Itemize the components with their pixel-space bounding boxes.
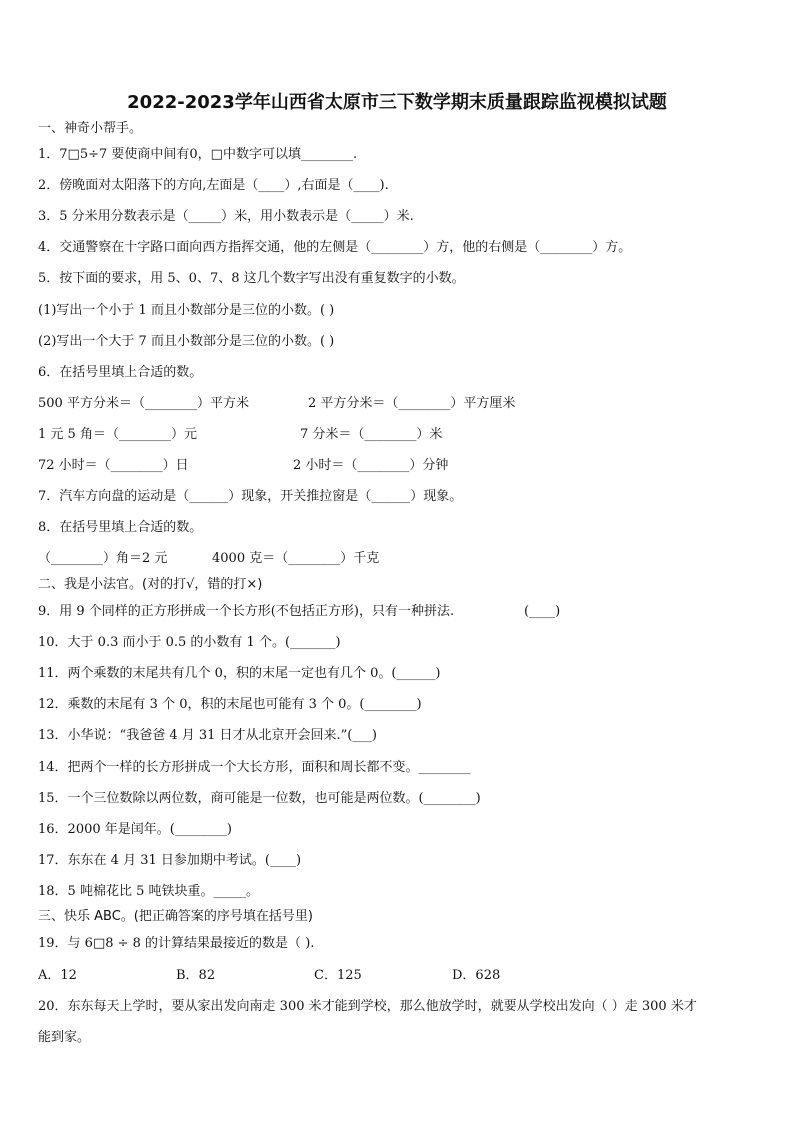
question-6-item-2: 2 平方分米＝（________）平方厘米 <box>308 396 516 411</box>
question-8-item-1: （________）角＝2 元 <box>38 551 168 566</box>
question-6-item-5: 72 小时＝（________）日 <box>38 458 189 473</box>
question-9-answer-blank: (____) <box>524 604 561 619</box>
question-19-option-c: C．125 <box>314 968 362 983</box>
question-15: 15．一个三位数除以两位数，商可能是一位数，也可能是两位数。(________) <box>38 791 481 806</box>
question-11: 11．两个乘数的末尾共有几个 0，积的末尾一定也有几个 0。(______) <box>38 666 441 681</box>
question-20-continued: 能到家。 <box>38 1030 91 1045</box>
page-title: 2022-2023学年山西省太原市三下数学期末质量跟踪监视模拟试题 <box>127 92 667 113</box>
question-12: 12．乘数的末尾有 3 个 0，积的末尾也可能有 3 个 0。(________) <box>38 697 422 712</box>
question-6-item-4: 7 分米＝（________）米 <box>300 427 443 442</box>
question-6-item-3: 1 元 5 角＝（________）元 <box>38 427 197 442</box>
question-1: 1．7□5÷7 要使商中间有0，□中数字可以填________. <box>38 147 358 162</box>
question-3: 3．5 分米用分数表示是（_____）米，用小数表示是（_____）米. <box>38 209 414 224</box>
question-9: 9．用 9 个同样的正方形拼成一个长方形(不包括正方形)，只有一种拼法. <box>38 604 455 619</box>
question-19-option-d: D．628 <box>452 968 501 983</box>
question-19-option-b: B．82 <box>176 968 216 983</box>
question-5-part-2: (2)写出一个大于 7 而且小数部分是三位的小数。( ) <box>38 334 335 349</box>
question-2: 2．傍晚面对太阳落下的方向,左面是（____）,右面是（____). <box>38 178 389 193</box>
question-6: 6．在括号里填上合适的数。 <box>38 365 203 380</box>
section-3-heading: 三、快乐 ABC。(把正确答案的序号填在括号里) <box>38 909 313 924</box>
question-6-item-1: 500 平方分米＝（________）平方米 <box>38 396 249 411</box>
question-5-part-1: (1)写出一个小于 1 而且小数部分是三位的小数。( ) <box>38 303 335 318</box>
question-16: 16．2000 年是闰年。(________) <box>38 822 232 837</box>
section-1-heading: 一、神奇小帮手。 <box>38 121 143 136</box>
question-17: 17．东东在 4 月 31 日参加期中考试。(____) <box>38 853 302 868</box>
question-19-option-a: A．12 <box>38 968 77 983</box>
question-5: 5．按下面的要求，用 5、0、7、8 这几个数字写出没有重复数字的小数。 <box>38 271 465 286</box>
question-8: 8．在括号里填上合适的数。 <box>38 520 203 535</box>
question-10: 10．大于 0.3 而小于 0.5 的小数有 1 个。(_______) <box>38 635 341 650</box>
question-18: 18．5 吨棉花比 5 吨铁块重。_____。 <box>38 884 259 899</box>
question-4: 4．交通警察在十字路口面向西方指挥交通，他的左侧是（________）方，他的右侧是（________）方。 <box>38 240 632 255</box>
question-8-item-2: 4000 克＝（________）千克 <box>212 551 380 566</box>
section-2-heading: 二、我是小法官。(对的打√，错的打×) <box>38 577 263 592</box>
question-19: 19．与 6□8 ÷ 8 的计算结果最接近的数是（ ). <box>38 936 315 951</box>
question-6-item-6: 2 小时＝（________）分钟 <box>293 458 449 473</box>
question-13: 13．小华说：“我爸爸 4 月 31 日才从北京开会回来.”(___) <box>38 728 377 743</box>
question-20: 20．东东每天上学时，要从家出发向南走 300 米才能到学校，那么他放学时，就要从学校出发向（ ）走 300 米才 <box>38 999 697 1014</box>
question-7: 7．汽车方向盘的运动是（______）现象，开关推拉窗是（______）现象。 <box>38 489 463 504</box>
question-14: 14．把两个一样的长方形拼成一个大长方形，面积和周长都不变。________ <box>38 760 471 775</box>
